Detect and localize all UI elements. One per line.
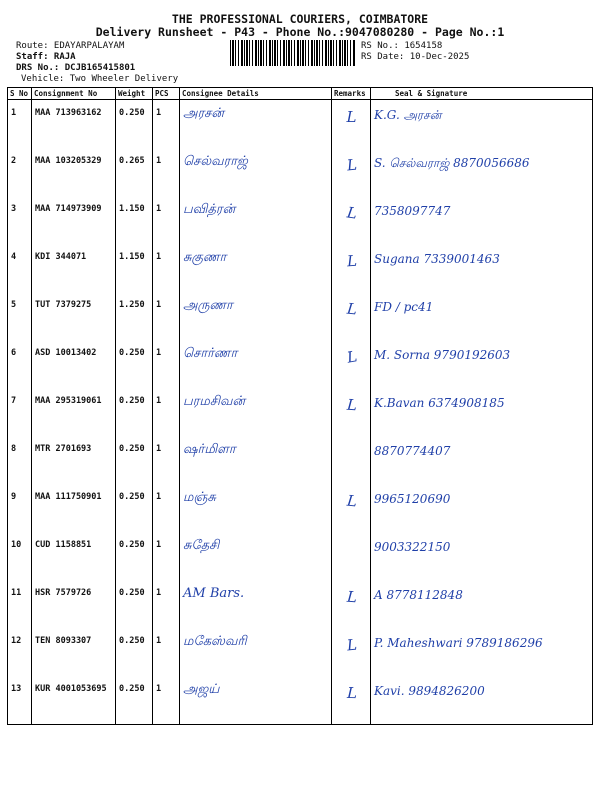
signature-text: P. Maheshwari 9789186296 bbox=[374, 636, 543, 650]
cell-pcs: 1 bbox=[153, 292, 180, 340]
cell-consignment-no: MAA 713963162 bbox=[32, 100, 116, 149]
cell-sno: 10 bbox=[8, 532, 32, 580]
cell-signature bbox=[371, 532, 593, 580]
table-row bbox=[8, 580, 593, 628]
rs-number: RS No.: 1654158 bbox=[361, 41, 443, 51]
cell-signature bbox=[371, 388, 593, 436]
cell-weight: 0.265 bbox=[116, 148, 153, 196]
cell-pcs: 1 bbox=[153, 340, 180, 388]
cell-sno: 8 bbox=[8, 436, 32, 484]
cell-weight: 0.250 bbox=[116, 532, 153, 580]
cell-pcs: 1 bbox=[153, 532, 180, 580]
cell-signature bbox=[371, 196, 593, 244]
cell-signature bbox=[371, 580, 593, 628]
cell-consignee: அரசன் bbox=[180, 100, 332, 149]
cell-consignment-no: ASD 10013402 bbox=[32, 340, 116, 388]
cell-sno: 12 bbox=[8, 628, 32, 676]
cell-pcs: 1 bbox=[153, 388, 180, 436]
cell-remark bbox=[332, 196, 371, 244]
remark-mark: L bbox=[345, 635, 358, 655]
table-row bbox=[8, 484, 593, 532]
cell-pcs: 1 bbox=[153, 484, 180, 532]
cell-pcs: 1 bbox=[153, 244, 180, 292]
table-row bbox=[8, 388, 593, 436]
cell-remark bbox=[332, 628, 371, 676]
drs-number: DRS No.: DCJB165415801 bbox=[16, 63, 136, 73]
remark-mark: L bbox=[345, 155, 358, 175]
cell-pcs: 1 bbox=[153, 100, 180, 149]
runsheet-subtitle: Delivery Runsheet - P43 - Phone No.:9047080280 - Page No.:1 bbox=[95, 25, 505, 39]
cell-sno: 1 bbox=[8, 100, 32, 149]
table-row bbox=[8, 340, 593, 388]
cell-consignee: சொர்ணா bbox=[180, 340, 332, 388]
rs-date: RS Date: 10-Dec-2025 bbox=[361, 52, 470, 62]
signature-text: K.Bavan 6374908185 bbox=[374, 396, 505, 410]
cell-sno: 4 bbox=[8, 244, 32, 292]
cell-consignee: சுதேசி bbox=[180, 532, 332, 580]
table-row bbox=[8, 244, 593, 292]
col-header-signature: Seal & Signature bbox=[371, 88, 593, 100]
cell-signature bbox=[371, 148, 593, 196]
cell-remark bbox=[332, 532, 371, 580]
cell-remark bbox=[332, 388, 371, 436]
cell-consignment-no: TUT 7379275 bbox=[32, 292, 116, 340]
remark-mark: L bbox=[345, 395, 358, 415]
cell-consignee: மகேஸ்வரி bbox=[180, 628, 332, 676]
barcode bbox=[230, 40, 356, 66]
cell-pcs: 1 bbox=[153, 580, 180, 628]
table-row bbox=[8, 628, 593, 676]
signature-text: M. Sorna 9790192603 bbox=[374, 348, 511, 362]
table-row bbox=[8, 292, 593, 340]
cell-sno: 6 bbox=[8, 340, 32, 388]
cell-remark bbox=[332, 292, 371, 340]
cell-weight: 0.250 bbox=[116, 628, 153, 676]
cell-signature bbox=[371, 676, 593, 725]
cell-remark bbox=[332, 148, 371, 196]
signature-text: Kavi. 9894826200 bbox=[374, 684, 485, 698]
table-row bbox=[8, 100, 593, 149]
signature-text: FD / pc41 bbox=[374, 300, 434, 314]
cell-pcs: 1 bbox=[153, 148, 180, 196]
table-row bbox=[8, 436, 593, 484]
cell-pcs: 1 bbox=[153, 676, 180, 725]
cell-sno: 9 bbox=[8, 484, 32, 532]
remark-mark: L bbox=[346, 108, 357, 126]
table-row bbox=[8, 676, 593, 725]
table-header-row bbox=[8, 88, 593, 100]
cell-sno: 3 bbox=[8, 196, 32, 244]
cell-remark bbox=[332, 340, 371, 388]
signature-text: 9965120690 bbox=[374, 492, 451, 506]
cell-weight: 0.250 bbox=[116, 100, 153, 149]
col-header-sno: S No bbox=[8, 88, 32, 100]
col-header-pcs: PCS bbox=[153, 88, 180, 100]
col-header-consignment: Consignment No bbox=[32, 88, 116, 100]
cell-weight: 0.250 bbox=[116, 676, 153, 725]
cell-sno: 7 bbox=[8, 388, 32, 436]
table-row bbox=[8, 196, 593, 244]
signature-text: S. செல்வராஜ் 8870056686 bbox=[374, 156, 530, 170]
cell-weight: 0.250 bbox=[116, 436, 153, 484]
signature-text: 7358097747 bbox=[374, 204, 451, 218]
cell-consignment-no: MAA 714973909 bbox=[32, 196, 116, 244]
col-header-remarks: Remarks bbox=[332, 88, 371, 100]
cell-consignment-no: KDI 344071 bbox=[32, 244, 116, 292]
cell-signature bbox=[371, 340, 593, 388]
vehicle-label: Vehicle: Two Wheeler Delivery bbox=[21, 74, 179, 84]
cell-remark bbox=[332, 436, 371, 484]
signature-text: K.G. அரசன் bbox=[374, 108, 442, 122]
cell-remark bbox=[332, 676, 371, 725]
cell-consignee: ஷர்மிளா bbox=[180, 436, 332, 484]
cell-remark bbox=[332, 100, 371, 149]
remark-mark: L bbox=[346, 683, 357, 703]
col-header-consignee: Consignee Details bbox=[180, 88, 332, 100]
cell-remark bbox=[332, 244, 371, 292]
cell-consignee: மஞ்சு bbox=[180, 484, 332, 532]
cell-consignment-no: HSR 7579726 bbox=[32, 580, 116, 628]
cell-signature bbox=[371, 436, 593, 484]
signature-text: A 8778112848 bbox=[374, 588, 463, 602]
cell-remark bbox=[332, 580, 371, 628]
cell-remark bbox=[332, 484, 371, 532]
cell-sno: 11 bbox=[8, 580, 32, 628]
cell-consignment-no: TEN 8093307 bbox=[32, 628, 116, 676]
cell-signature bbox=[371, 244, 593, 292]
cell-consignee: அருணா bbox=[180, 292, 332, 340]
col-header-weight: Weight bbox=[116, 88, 153, 100]
remark-mark: L bbox=[345, 587, 358, 607]
cell-consignment-no: MAA 103205329 bbox=[32, 148, 116, 196]
cell-consignment-no: MTR 2701693 bbox=[32, 436, 116, 484]
company-title: THE PROFESSIONAL COURIERS, COIMBATORE bbox=[171, 12, 429, 26]
cell-sno: 2 bbox=[8, 148, 32, 196]
cell-weight: 1.150 bbox=[116, 244, 153, 292]
cell-consignment-no: MAA 295319061 bbox=[32, 388, 116, 436]
signature-text: 8870774407 bbox=[374, 444, 451, 458]
cell-weight: 1.150 bbox=[116, 196, 153, 244]
cell-sno: 5 bbox=[8, 292, 32, 340]
cell-weight: 0.250 bbox=[116, 340, 153, 388]
cell-consignee: AM Bars. bbox=[180, 580, 332, 628]
cell-consignment-no: KUR 4001053695 bbox=[32, 676, 116, 725]
route-label: Route: EDAYARPALAYAM bbox=[16, 41, 125, 51]
cell-consignee: சுகுணா bbox=[180, 244, 332, 292]
remark-mark: L bbox=[345, 491, 358, 511]
cell-weight: 0.250 bbox=[116, 484, 153, 532]
remark-mark: L bbox=[345, 299, 358, 319]
remark-mark: L bbox=[345, 347, 358, 367]
cell-weight: 0.250 bbox=[116, 388, 153, 436]
cell-pcs: 1 bbox=[153, 196, 180, 244]
cell-consignment-no: CUD 1158851 bbox=[32, 532, 116, 580]
cell-weight: 0.250 bbox=[116, 580, 153, 628]
signature-text: 9003322150 bbox=[374, 540, 451, 554]
cell-sno: 13 bbox=[8, 676, 32, 725]
cell-consignee: பரமசிவன் bbox=[180, 388, 332, 436]
cell-consignment-no: MAA 111750901 bbox=[32, 484, 116, 532]
remark-mark: L bbox=[345, 203, 358, 223]
cell-signature bbox=[371, 628, 593, 676]
cell-signature bbox=[371, 100, 593, 149]
cell-signature bbox=[371, 292, 593, 340]
cell-signature bbox=[371, 484, 593, 532]
cell-pcs: 1 bbox=[153, 628, 180, 676]
remark-mark: L bbox=[345, 251, 358, 271]
table-row bbox=[8, 148, 593, 196]
staff-label: Staff: RAJA bbox=[16, 52, 76, 62]
table-row bbox=[8, 532, 593, 580]
runsheet-table bbox=[7, 87, 593, 725]
cell-consignee: பவித்ரன் bbox=[180, 196, 332, 244]
cell-consignee: செல்வராஜ் bbox=[180, 148, 332, 196]
signature-text: Sugana 7339001463 bbox=[374, 252, 500, 266]
cell-pcs: 1 bbox=[153, 436, 180, 484]
cell-weight: 1.250 bbox=[116, 292, 153, 340]
cell-consignee: அஜய் bbox=[180, 676, 332, 725]
